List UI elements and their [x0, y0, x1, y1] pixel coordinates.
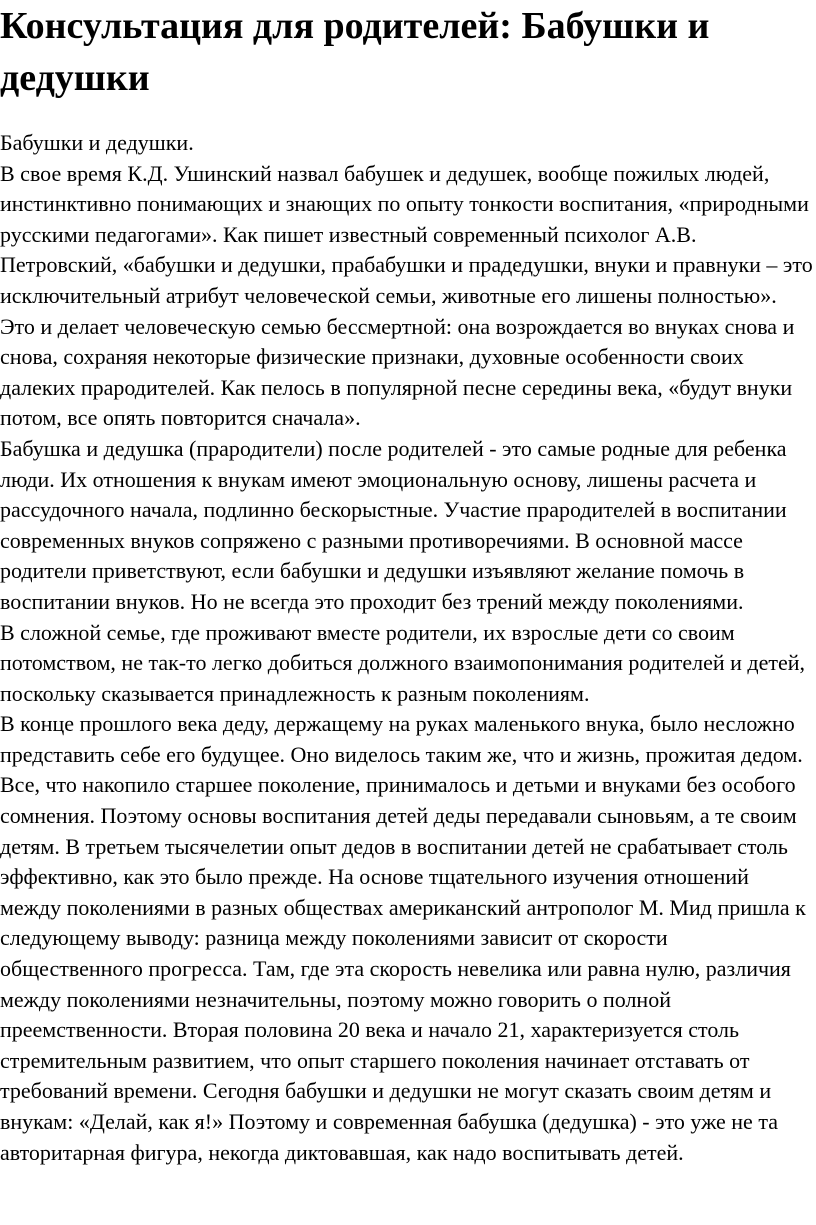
paragraph-complex-family: В сложной семье, где проживают вместе родители, их взрослые дети со своим потомством, не так-то легко добиться должного взаимопонимания родителей и детей, поскольку сказывается принадлежность к разным поколениям. — [0, 619, 805, 706]
paragraph-grandparents-role: Бабушка и дедушка (прародители) после родителей - это самые родные для ребенка люди. Их отношения к внукам имеют эмоциональную основу, лишены расчета и рассудочного начала, подлинно бескорыстные. Участие прародителей в воспитании современных внуков сопряжено с разными противоречиями. В основной массе родители приветствуют, если бабушки и дедушки изъявляют желание помочь в воспитании внуков. Но не всегда это проходит без трений между поколениями. — [0, 435, 787, 614]
paragraph-ushinsky: В свое время К.Д. Ушинский назвал бабушек и дедушек, вообще пожилых людей, инстинктивно понимающих и знающих по опыту тонкости воспитания, «природными русскими педагогами». Как пишет известный современный психолог А.В. Петровский, «бабушки и дедушки, прабабушки и прадедушки, внуки и правнуки – это исключительный атрибут человеческой семьи, животные его лишены полностью». Это и делает человеческую семью бессмертной: она возрождается во внуках снова и снова, сохраняя некоторые физические признаки, духовные особенности своих далеких прародителей. Как пелось в популярной песне середины века, «будут внуки потом, все опять повторится сначала». — [0, 160, 813, 431]
document-title: Консультация для родителей: Бабушки и дедушки — [0, 5, 710, 99]
paragraph-subtitle: Бабушки и дедушки. — [0, 130, 194, 155]
paragraph-generations: В конце прошлого века деду, держащему на руках маленького внука, было несложно представить себе его будущее. Оно виделось таким же, что и жизнь, прожитая дедом. Все, что накопило старшее поколение, принималось и детьми и внуками без особого сомнения. Поэтому основы воспитания детей деды передавали сыновьям, а те своим детям. В третьем тысячелетии опыт дедов в воспитании детей не срабатывает столь эффективно, как это было прежде. На основе тщательного изучения отношений между поколениями в разных обществах американский антрополог М. Мид пришла к следующему выводу: разница между поколениями зависит от скорости общественного прогресса. Там, где эта скорость невелика или равна нулю, различия между поколениями незначительны, поэтому можно говорить о полной преемственности. Вторая половина 20 века и начало 21, характеризуется столь стремительным развитием, что опыт старшего поколения начинает отставать от требований времени. Сегодня бабушки и дедушки не могут сказать своим детям и внукам: «Делай, как я!» Поэтому и современная бабушка (дедушка) - это уже не та авторитарная фигура, некогда диктовавшая, как надо воспитывать детей. — [0, 711, 806, 1165]
document-body — [0, 128, 814, 1168]
